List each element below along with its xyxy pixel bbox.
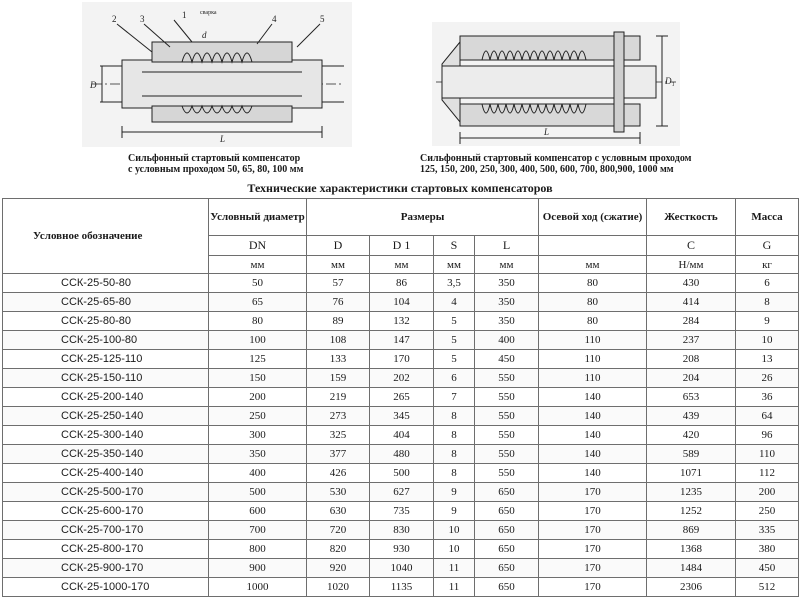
value-cell: 170: [539, 578, 647, 597]
designation-cell: ССК-25-1000-170: [3, 578, 209, 597]
value-cell: 250: [209, 407, 307, 426]
value-cell: 530: [307, 483, 370, 502]
table-row: [3, 502, 799, 521]
value-cell: 550: [475, 464, 539, 483]
unit-cell: кг: [736, 256, 799, 274]
designation-cell: ССК-25-400-140: [3, 464, 209, 483]
value-cell: 550: [475, 407, 539, 426]
value-cell: 735: [370, 502, 434, 521]
symbol-cell: G: [736, 236, 799, 256]
value-cell: 11: [434, 559, 475, 578]
symbol-cell: C: [647, 236, 736, 256]
designation-cell: ССК-25-350-140: [3, 445, 209, 464]
header-mass: Масса: [736, 199, 799, 236]
header-designation: Условное обозначение: [3, 199, 209, 274]
value-cell: 89: [307, 312, 370, 331]
value-cell: 420: [647, 426, 736, 445]
value-cell: 650: [475, 483, 539, 502]
value-cell: 170: [539, 540, 647, 559]
value-cell: 400: [475, 331, 539, 350]
dim-L: L: [220, 134, 226, 144]
value-cell: 930: [370, 540, 434, 559]
value-cell: 76: [307, 293, 370, 312]
value-cell: 800: [209, 540, 307, 559]
value-cell: 104: [370, 293, 434, 312]
unit-cell: мм: [434, 256, 475, 274]
value-cell: 26: [736, 369, 799, 388]
value-cell: 170: [539, 502, 647, 521]
value-cell: 630: [307, 502, 370, 521]
value-cell: 720: [307, 521, 370, 540]
designation-cell: ССК-25-50-80: [3, 274, 209, 293]
value-cell: 1235: [647, 483, 736, 502]
value-cell: 589: [647, 445, 736, 464]
value-cell: 140: [539, 426, 647, 445]
unit-cell: мм: [370, 256, 434, 274]
symbol-cell: DN: [209, 236, 307, 256]
table-row: [3, 483, 799, 502]
value-cell: 170: [539, 521, 647, 540]
value-cell: 8: [736, 293, 799, 312]
table-row: [3, 350, 799, 369]
designation-cell: ССК-25-150-110: [3, 369, 209, 388]
table-row: [3, 521, 799, 540]
value-cell: 1000: [209, 578, 307, 597]
value-cell: 6: [736, 274, 799, 293]
value-cell: 550: [475, 369, 539, 388]
value-cell: 284: [647, 312, 736, 331]
value-cell: 1040: [370, 559, 434, 578]
value-cell: 208: [647, 350, 736, 369]
drawing-large-compensator-svg: [432, 22, 680, 146]
header-stiffness: Жесткость: [647, 199, 736, 236]
drawing-small-compensator-svg: [82, 2, 352, 147]
dim-D: D: [90, 80, 97, 90]
designation-cell: ССК-25-200-140: [3, 388, 209, 407]
value-cell: 8: [434, 464, 475, 483]
unit-cell: мм: [539, 256, 647, 274]
value-cell: 5: [434, 331, 475, 350]
value-cell: 345: [370, 407, 434, 426]
callout-4: 4: [272, 14, 277, 24]
table-row: [3, 578, 799, 597]
table-row: [3, 559, 799, 578]
table-row: [3, 388, 799, 407]
value-cell: 11: [434, 578, 475, 597]
value-cell: 820: [307, 540, 370, 559]
value-cell: 159: [307, 369, 370, 388]
value-cell: 650: [475, 559, 539, 578]
value-cell: 650: [475, 540, 539, 559]
value-cell: 5: [434, 312, 475, 331]
unit-cell: мм: [475, 256, 539, 274]
header-nominal-diameter: Условный диаметр: [209, 199, 307, 236]
table-row: [3, 445, 799, 464]
value-cell: 140: [539, 407, 647, 426]
value-cell: 2306: [647, 578, 736, 597]
value-cell: 350: [475, 312, 539, 331]
value-cell: 627: [370, 483, 434, 502]
value-cell: 110: [539, 369, 647, 388]
value-cell: 200: [736, 483, 799, 502]
value-cell: 350: [209, 445, 307, 464]
value-cell: 147: [370, 331, 434, 350]
value-cell: 96: [736, 426, 799, 445]
value-cell: 50: [209, 274, 307, 293]
value-cell: 350: [475, 293, 539, 312]
value-cell: 653: [647, 388, 736, 407]
specifications-table: [2, 198, 799, 597]
dim-L: L: [544, 127, 550, 137]
value-cell: 500: [370, 464, 434, 483]
callout-2: 2: [112, 14, 117, 24]
table-row: [3, 426, 799, 445]
designation-cell: ССК-25-500-170: [3, 483, 209, 502]
value-cell: 132: [370, 312, 434, 331]
value-cell: 265: [370, 388, 434, 407]
caption-large-line2: 125, 150, 200, 250, 300, 400, 500, 600, 700, 800,900, 1000 мм: [420, 164, 674, 175]
designation-cell: ССК-25-65-80: [3, 293, 209, 312]
symbol-cell: D 1: [370, 236, 434, 256]
callout-1: 1: [182, 10, 187, 20]
value-cell: 920: [307, 559, 370, 578]
value-cell: 380: [736, 540, 799, 559]
value-cell: 110: [539, 331, 647, 350]
value-cell: 170: [370, 350, 434, 369]
table-header: [3, 199, 799, 274]
symbol-cell: D: [307, 236, 370, 256]
table-row: [3, 331, 799, 350]
value-cell: 550: [475, 388, 539, 407]
value-cell: 80: [539, 293, 647, 312]
value-cell: 108: [307, 331, 370, 350]
value-cell: 650: [475, 521, 539, 540]
value-cell: 200: [209, 388, 307, 407]
designation-cell: ССК-25-250-140: [3, 407, 209, 426]
value-cell: 480: [370, 445, 434, 464]
value-cell: 8: [434, 445, 475, 464]
value-cell: 650: [475, 502, 539, 521]
callout-5: 5: [320, 14, 325, 24]
value-cell: 80: [209, 312, 307, 331]
symbol-cell: L: [475, 236, 539, 256]
value-cell: 140: [539, 445, 647, 464]
table-row: [3, 540, 799, 559]
table-body: [3, 274, 799, 597]
value-cell: 350: [475, 274, 539, 293]
table-row: [3, 293, 799, 312]
value-cell: 9: [736, 312, 799, 331]
value-cell: 10: [434, 521, 475, 540]
value-cell: 170: [539, 559, 647, 578]
value-cell: 300: [209, 426, 307, 445]
designation-cell: ССК-25-800-170: [3, 540, 209, 559]
value-cell: 237: [647, 331, 736, 350]
dim-d: d: [202, 30, 207, 40]
table-row: [3, 274, 799, 293]
designation-cell: ССК-25-600-170: [3, 502, 209, 521]
value-cell: 450: [736, 559, 799, 578]
value-cell: 1252: [647, 502, 736, 521]
weld-note: сварка: [200, 10, 217, 16]
value-cell: 450: [475, 350, 539, 369]
designation-cell: ССК-25-900-170: [3, 559, 209, 578]
value-cell: 36: [736, 388, 799, 407]
value-cell: 7: [434, 388, 475, 407]
caption-large-line1: Сильфонный стартовый компенсатор с условным проходом: [420, 153, 692, 164]
value-cell: 1484: [647, 559, 736, 578]
caption-small-line2: с условным проходом 50, 65, 80, 100 мм: [128, 164, 304, 175]
value-cell: 439: [647, 407, 736, 426]
value-cell: 512: [736, 578, 799, 597]
value-cell: 377: [307, 445, 370, 464]
value-cell: 650: [475, 578, 539, 597]
value-cell: 869: [647, 521, 736, 540]
value-cell: 550: [475, 426, 539, 445]
value-cell: 430: [647, 274, 736, 293]
value-cell: 13: [736, 350, 799, 369]
value-cell: 4: [434, 293, 475, 312]
table-title: Технические характеристики стартовых компенсаторов: [247, 181, 553, 195]
designation-cell: ССК-25-700-170: [3, 521, 209, 540]
value-cell: 112: [736, 464, 799, 483]
value-cell: 830: [370, 521, 434, 540]
value-cell: 1020: [307, 578, 370, 597]
table-row: [3, 464, 799, 483]
value-cell: 80: [539, 274, 647, 293]
symbol-cell: [539, 236, 647, 256]
value-cell: 133: [307, 350, 370, 369]
unit-cell: Н/мм: [647, 256, 736, 274]
value-cell: 600: [209, 502, 307, 521]
designation-cell: ССК-25-80-80: [3, 312, 209, 331]
value-cell: 125: [209, 350, 307, 369]
value-cell: 100: [209, 331, 307, 350]
unit-cell: мм: [209, 256, 307, 274]
value-cell: 8: [434, 426, 475, 445]
value-cell: 1135: [370, 578, 434, 597]
value-cell: 10: [736, 331, 799, 350]
value-cell: 9: [434, 483, 475, 502]
value-cell: 8: [434, 407, 475, 426]
designation-cell: ССК-25-100-80: [3, 331, 209, 350]
value-cell: 500: [209, 483, 307, 502]
value-cell: 3,5: [434, 274, 475, 293]
callout-3: 3: [140, 14, 145, 24]
value-cell: 426: [307, 464, 370, 483]
value-cell: 1368: [647, 540, 736, 559]
value-cell: 550: [475, 445, 539, 464]
value-cell: 1071: [647, 464, 736, 483]
value-cell: 10: [434, 540, 475, 559]
value-cell: 9: [434, 502, 475, 521]
designation-cell: ССК-25-300-140: [3, 426, 209, 445]
value-cell: 64: [736, 407, 799, 426]
header-dimensions: Размеры: [307, 199, 539, 236]
value-cell: 325: [307, 426, 370, 445]
value-cell: 150: [209, 369, 307, 388]
table-row: [3, 407, 799, 426]
value-cell: 170: [539, 483, 647, 502]
value-cell: 140: [539, 388, 647, 407]
value-cell: 86: [370, 274, 434, 293]
designation-cell: ССК-25-125-110: [3, 350, 209, 369]
header-axial-travel: Осевой ход (сжатие): [539, 199, 647, 236]
value-cell: 204: [647, 369, 736, 388]
drawing-small-compensator: [82, 2, 352, 147]
value-cell: 250: [736, 502, 799, 521]
value-cell: 900: [209, 559, 307, 578]
dim-D1: D₁: [665, 76, 675, 86]
value-cell: 404: [370, 426, 434, 445]
caption-large-compensator: [420, 153, 740, 175]
value-cell: 110: [539, 350, 647, 369]
symbol-cell: S: [434, 236, 475, 256]
value-cell: 6: [434, 369, 475, 388]
value-cell: 700: [209, 521, 307, 540]
table-row: [3, 369, 799, 388]
value-cell: 219: [307, 388, 370, 407]
unit-cell: мм: [307, 256, 370, 274]
value-cell: 57: [307, 274, 370, 293]
value-cell: 80: [539, 312, 647, 331]
drawing-large-compensator: [432, 22, 680, 146]
value-cell: 140: [539, 464, 647, 483]
value-cell: 335: [736, 521, 799, 540]
value-cell: 273: [307, 407, 370, 426]
caption-small-line1: Сильфонный стартовый компенсатор: [128, 153, 301, 164]
value-cell: 400: [209, 464, 307, 483]
value-cell: 414: [647, 293, 736, 312]
value-cell: 5: [434, 350, 475, 369]
value-cell: 202: [370, 369, 434, 388]
value-cell: 110: [736, 445, 799, 464]
caption-small-compensator: [128, 153, 378, 175]
value-cell: 65: [209, 293, 307, 312]
table-row: [3, 312, 799, 331]
